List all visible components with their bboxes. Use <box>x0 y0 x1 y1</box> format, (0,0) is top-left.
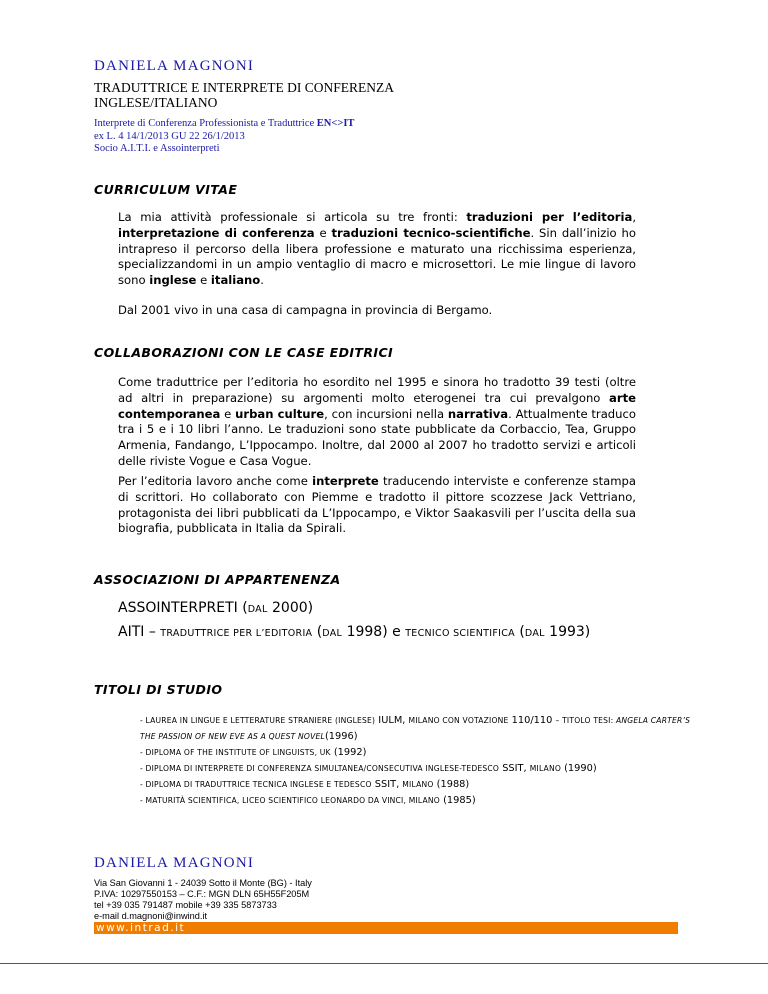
text: 2000) <box>267 600 314 616</box>
meta-prefix: Interprete di Conferenza Professionista e Traduttrice <box>94 118 317 129</box>
cv-paragraph-1 <box>118 210 636 289</box>
meta-language-pair: EN<>IT <box>316 118 355 129</box>
text: 110/110 <box>508 715 556 726</box>
small-caps-text: TRADUTTRICE PER L’EDITORIA <box>160 628 313 639</box>
small-caps-text: DAL <box>247 604 268 615</box>
titoli-list <box>140 713 700 809</box>
text: Per l’editoria lavoro anche come <box>118 474 313 488</box>
text: e <box>314 225 332 240</box>
small-caps-text: MILANO <box>402 780 434 789</box>
section-title-collaborazioni: COLLABORAZIONI CON LE CASE EDITRICI <box>94 345 394 360</box>
header-meta-line1 <box>94 118 354 131</box>
small-caps-text: MILANO <box>529 764 561 773</box>
text: AITI – <box>118 624 161 640</box>
small-caps-text: TECNICO SCIENTIFICA <box>405 628 515 639</box>
titoli-item-traduttrice <box>140 777 700 793</box>
text: (1985) <box>439 795 476 806</box>
titoli-item-interprete <box>140 761 700 777</box>
bold-text: interprete <box>312 474 379 488</box>
text: 1998) e <box>342 624 406 640</box>
thesis-title: ANGELA CARTER’S THE PASSION OF NEW EVE AS A QUEST NOVEL <box>140 716 691 741</box>
collab-paragraph-1 <box>118 375 636 470</box>
text: , con incursioni nella <box>324 406 448 421</box>
bold-text: inglese <box>149 273 197 288</box>
page-divider <box>0 963 768 964</box>
text: (1988) <box>433 779 470 790</box>
header-role-line2: INGLESE/ITALIANO <box>94 95 218 110</box>
titoli-item-laurea <box>140 713 700 745</box>
text: SSIT, <box>371 779 403 790</box>
bold-text: traduzioni tecnico-scientifiche <box>331 225 531 240</box>
small-caps-text: DAL <box>322 628 343 639</box>
text: e <box>196 273 211 288</box>
footer-name: DANIELA MAGNONI <box>94 855 255 871</box>
bold-text: italiano <box>210 273 261 288</box>
small-caps-text: - DIPLOMA DI INTERPRETE DI CONFERENZA SIMULTANEA/CONSECUTIVA INGLESE-TEDESCO <box>140 764 500 773</box>
text: (1992) <box>330 747 367 758</box>
text: IULM, <box>375 715 409 726</box>
titoli-item-linguists <box>140 745 700 761</box>
cv-paragraph-2: Dal 2001 vivo in una casa di campagna in provincia di Bergamo. <box>118 303 493 317</box>
small-caps-text: - MATURITÀ SCIENTIFICA, LICEO SCIENTIFICO LEONARDO DA VINCI, MILANO <box>140 796 440 805</box>
header-meta <box>94 118 354 156</box>
text: . Attualmente traduco tra i 5 e i 10 libri l’anno. Le traduzioni sono state pubblicate da Corbaccio, Tea, Gruppo Armenia, Fandango, L’Ippocampo. Inoltre, dal 2000 al 2007 ho tradotto servizi e articoli delle riviste Vogue e Casa Vogue. <box>118 406 636 468</box>
text: . <box>260 273 264 288</box>
text: ASSOINTERPRETI ( <box>118 600 248 616</box>
header-role <box>94 80 394 110</box>
header-role-line1: TRADUTTRICE E INTERPRETE DI CONFERENZA <box>94 80 394 95</box>
section-title-cv: CURRICULUM VITAE <box>94 182 238 197</box>
collab-paragraph-2 <box>118 474 636 537</box>
assoc-line-aiti <box>118 624 590 640</box>
footer-email[interactable]: e-mail d.magnoni@inwind.it <box>94 911 207 921</box>
text: ( <box>514 624 525 640</box>
text: SSIT, <box>499 763 530 774</box>
text: ( <box>312 624 323 640</box>
text: 1993) <box>544 624 591 640</box>
small-caps-text: DAL <box>524 628 545 639</box>
assoc-line-assointerpreti <box>118 600 313 616</box>
small-caps-text: - DIPLOMA OF THE INSTITUTE OF LINGUISTS, UK <box>140 748 331 757</box>
bold-text: arte contemporanea <box>118 390 636 421</box>
section-title-associazioni: ASSOCIAZIONI DI APPARTENENZA <box>94 572 341 587</box>
header-meta-line3: Socio A.I.T.I. e Assointerpreti <box>94 143 220 154</box>
text: . Sin dall’inizio ho intrapreso il percorso della libera professione e maturato una ricchissima esperienza, specializzandomi in un ampio ventaglio di macro e microsettori. Le mie lingue di lavoro sono <box>118 225 636 288</box>
text: (1990) <box>561 763 597 774</box>
footer-contact <box>94 878 312 922</box>
footer-website-link[interactable]: www.intrad.it <box>96 922 186 934</box>
small-caps-text: - LAUREA IN LINGUE E LETTERATURE STRANIERE (INGLESE) <box>140 716 376 725</box>
footer-vat: P.IVA: 10297550153 – C.F.: MGN DLN 65H55F205M <box>94 889 310 899</box>
footer-address: Via San Giovanni 1 - 24039 Sotto il Monte (BG) - Italy <box>94 878 312 888</box>
bold-text: interpretazione di conferenza <box>118 225 315 240</box>
section-title-titoli: TITOLI DI STUDIO <box>94 682 223 697</box>
text: traducendo interviste e conferenze stampa di scrittori. Ho collaborato con Piemme e tradotto il pittore scozzese Jack Vettriano, protagonista dei libri pubblicati da L’Ippocampo, e Viktor Saakasvili per l’uscita della sua biografia, pubblicata in Italia da Spirali. <box>118 474 637 536</box>
text: e <box>220 406 236 421</box>
small-caps-text: MILANO CON VOTAZIONE <box>408 716 509 725</box>
titoli-item-maturita <box>140 793 700 809</box>
small-caps-text: – TITOLO TESI: <box>555 716 614 725</box>
text: Come traduttrice per l’editoria ho esordito nel 1995 e sinora ho tradotto 39 testi (oltre ad altri in preparazione) su argomenti molto eterogenei tra cui prevalgono <box>118 375 636 405</box>
small-caps-text: - DIPLOMA DI TRADUTTRICE TECNICA INGLESE E TEDESCO <box>140 780 372 789</box>
text: La mia attività professionale si articola su tre fronti: <box>118 210 467 224</box>
bold-text: urban culture <box>235 406 325 421</box>
text: (1996) <box>324 731 358 742</box>
text: , <box>632 210 636 224</box>
bold-text: traduzioni per l’editoria <box>466 210 633 224</box>
header-meta-line2: ex L. 4 14/1/2013 GU 22 26/1/2013 <box>94 130 245 142</box>
bold-text: narrativa <box>447 406 509 421</box>
header-name: DANIELA MAGNONI <box>94 58 255 74</box>
footer-phone: tel +39 035 791487 mobile +39 335 5873733 <box>94 900 277 910</box>
